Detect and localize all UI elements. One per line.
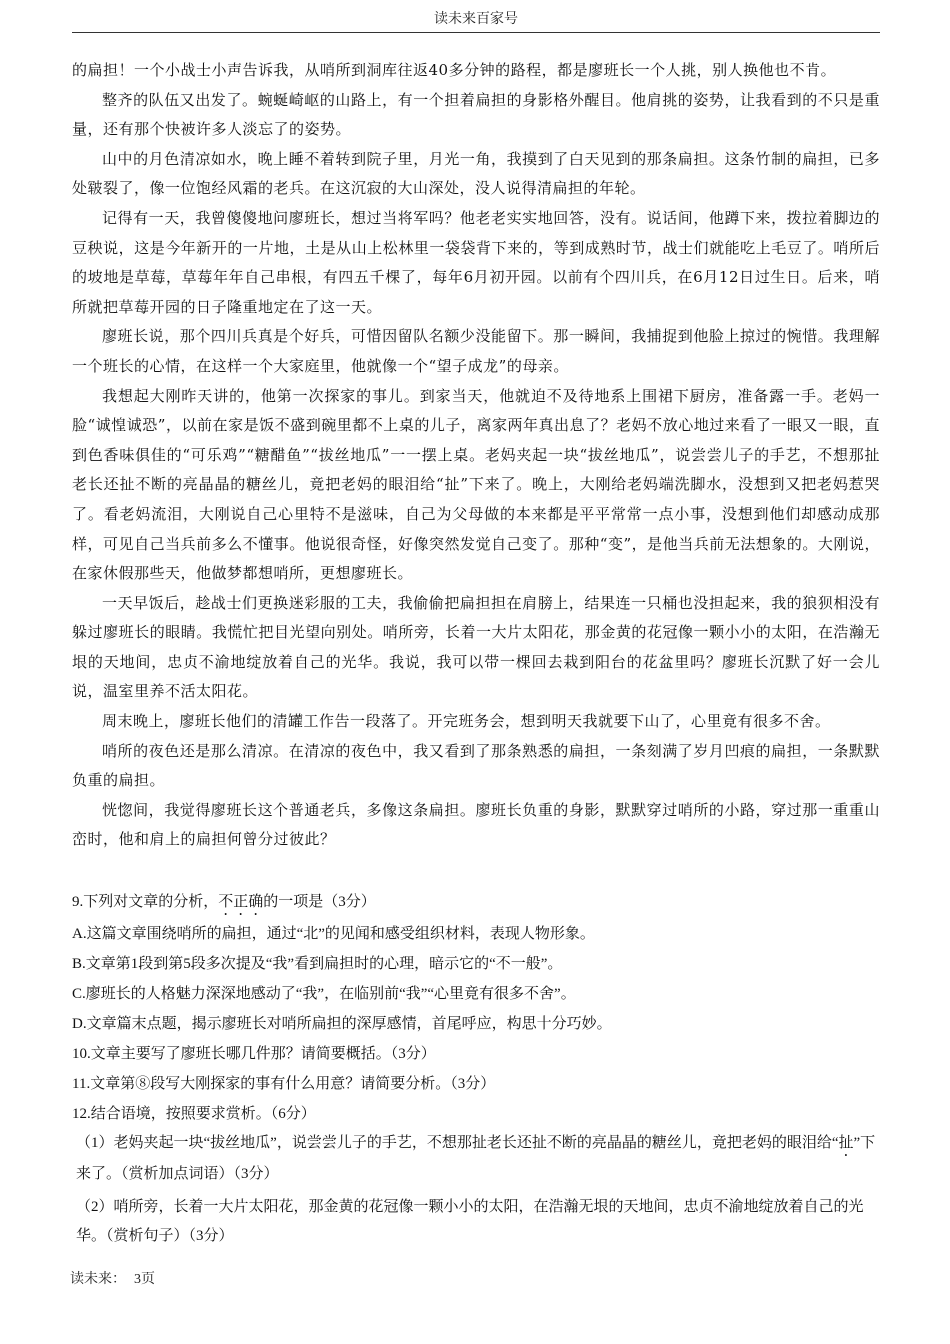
article-body <box>72 56 880 855</box>
page-header <box>72 8 880 33</box>
question-9-emphasis: 不正确 <box>218 894 264 910</box>
page-number: 3页 <box>134 1272 155 1287</box>
article-paragraph: 一天早饭后，趁战士们更换迷彩服的工夫，我偷偷把扁担担在肩膀上，结果连一只桶也没担起来，我的狼狈相没有躲过廖班长的眼睛。我慌忙把目光望向别处。哨所旁，长着一大片太阳花，那金黄的花冠像一颗小小的太阳，在浩瀚无垠的天地间，忠贞不渝地绽放着自己的光华。我说，我可以带一棵回去栽到阳台的花盆里吗？廖班长沉默了好一会儿说，温室里养不活太阳花。 <box>72 593 880 701</box>
questions-section <box>72 887 880 1251</box>
question-12-1-post: ”下来了。（赏析加点词语）（3分） <box>76 1135 876 1182</box>
question-9-stem-post: 的一项是（3分） <box>263 894 376 910</box>
question-10: 10.文章主要写了廖班长哪几件那？请简要概括。（3分） <box>72 1046 436 1062</box>
question-12-part-2: （2）哨所旁，长着一大片太阳花，那金黄的花冠像一颗小小的太阳，在浩瀚无垠的天地间，忠贞不渝地绽放着自己的光华。（赏析句子）（3分） <box>76 1199 864 1244</box>
footer-label: 读未来： <box>70 1272 126 1287</box>
article-paragraph: 记得有一天，我曾傻傻地问廖班长，想过当将军吗？他老老实实地回答，没有。说话间，他蹲下来，拨拉着脚边的豆秧说，这是今年新开的一片地，土是从山上松林里一袋袋背下来的，等到成熟时节，战士们就能吃上毛豆了。哨所后的坡地是草莓，草莓年年自己串根，有四五千棵了，每年6月初开园。以前有个四川兵，在6月12日过生日。后来，哨所就把草莓开园的日子隆重地定在了这一天。 <box>72 208 880 316</box>
question-12-1-pre: （1）老妈夹起一块“拔丝地瓜”，说尝尝儿子的手艺，不想那扯老长还扯不断的亮晶晶的糖丝儿，竟把老妈的眼泪给“ <box>76 1135 839 1151</box>
article-paragraph: 周末晚上，廖班长他们的清罐工作告一段落了。开完班务会，想到明天我就要下山了，心里竟有很多不舍。 <box>102 712 831 731</box>
article-paragraph: 廖班长说，那个四川兵真是个好兵，可惜因留队名额少没能留下。那一瞬间，我捕捉到他脸上掠过的惋惜。我理解一个班长的心情，在这样一个大家庭里，他就像一个“望子成龙”的母亲。 <box>72 327 880 375</box>
question-9-option-c: C.廖班长的人格魅力深深地感动了“我”，在临别前“我”“心里竟有很多不舍”。 <box>72 986 576 1002</box>
question-9-option-a: A.这篇文章围绕哨所的扁担，通过“北”的见闻和感受组织材料，表现人物形象。 <box>72 926 595 942</box>
question-12-1-emphasis: 扯 <box>838 1135 854 1151</box>
question-9-stem <box>72 887 880 919</box>
article-paragraph: 恍惚间，我觉得廖班长这个普通老兵，多像这条扁担。廖班长负重的身影，默默穿过哨所的小路，穿过那一重重山峦时，他和肩上的扁担何曾分过彼此？ <box>72 800 880 849</box>
question-9-option-d: D.文章篇末点题，揭示廖班长对哨所扁担的深厚感情，首尾呼应，构思十分巧妙。 <box>72 1016 612 1032</box>
header-title: 读未来百家号 <box>434 11 518 27</box>
question-12-part-1 <box>72 1129 880 1189</box>
question-9-stem-pre: 9.下列对文章的分析， <box>72 894 219 910</box>
question-12: 12.结合语境，按照要求赏析。（6分） <box>72 1106 316 1122</box>
article-paragraph: 哨所的夜色还是那么清凉。在清凉的夜色中，我又看到了那条熟悉的扁担，一条刻满了岁月凹痕的扁担，一条默默负重的扁担。 <box>72 741 880 790</box>
question-11: 11.文章第⑧段写大刚探家的事有什么用意？请简要分析。（3分） <box>72 1076 496 1092</box>
article-paragraph: 我想起大刚昨天讲的，他第一次探家的事儿。到家当天，他就迫不及待地系上围裙下厨房，准备露一手。老妈一脸“诚惶诚恐”，以前在家是饭不盛到碗里都不上桌的儿子，离家两年真出息了？老妈不放心地过来看了一眼又一眼，直到色香味俱佳的“可乐鸡”“糖醋鱼”“拔丝地瓜”一一摆上桌。老妈夹起一块“拔丝地瓜”，说尝尝儿子的手艺，不想那扯老长还扯不断的亮晶晶的糖丝儿，竟把老妈的眼泪给“扯”下来了。晚上，大刚给老妈端洗脚水，没想到又把老妈惹哭了。看老妈流泪，大刚说自己心里特不是滋味，自己为父母做的本来都是平平常常一点小事，没想到他们却感动成那样，可见自己当兵前多么不懂事。他说很奇怪，好像突然发觉自己变了。那种“变”，是他当兵前无法想象的。大刚说，在家休假那些天，他做梦都想哨所，更想廖班长。 <box>72 386 880 583</box>
page-footer <box>70 1268 155 1288</box>
article-paragraph: 整齐的队伍又出发了。蜿蜒崎岖的山路上，有一个担着扁担的身影格外醒目。他肩挑的姿势，让我看到的不只是重量，还有那个快被许多人淡忘了的姿势。 <box>72 90 880 139</box>
question-9-option-b: B.文章第1段到第5段多次提及“我”看到扁担时的心理，暗示它的“不一般”。 <box>72 956 563 972</box>
article-paragraph: 的扁担！一个小战士小声告诉我，从哨所到洞库往返40多分钟的路程，都是廖班长一个人挑，别人换他也不肯。 <box>72 61 837 79</box>
article-paragraph: 山中的月色清凉如水，晚上睡不着转到院子里，月光一角，我摸到了白天见到的那条扁担。这条竹制的扁担，已多处皲裂了，像一位饱经风霜的老兵。在这沉寂的大山深处，没人说得清扁担的年轮。 <box>72 149 880 198</box>
